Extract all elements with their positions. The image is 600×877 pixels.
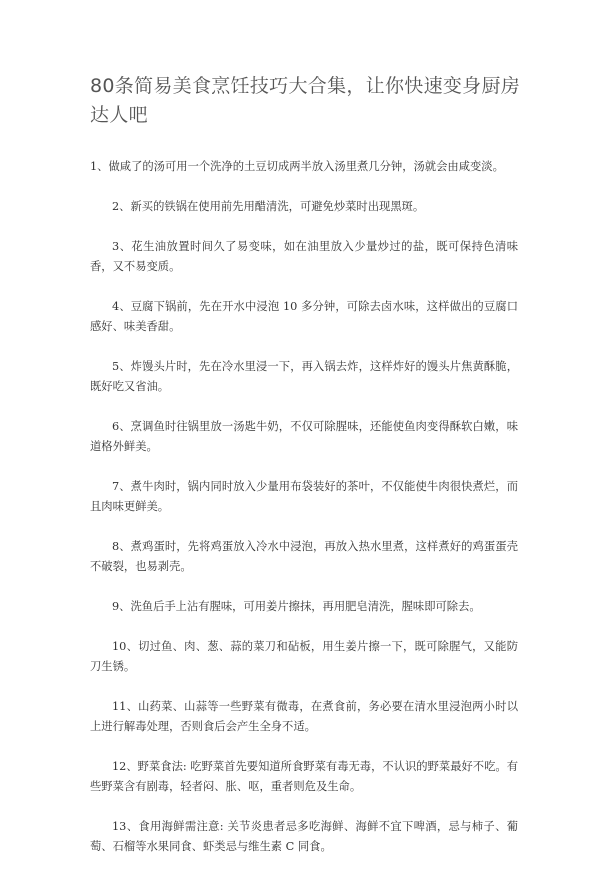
tip-paragraph-12: 12、野菜食法: 吃野菜首先要知道所食野菜有毒无毒，不认识的野菜最好不吃。有些野菜含有剧毒，轻者闷、胀、呕，重者则危及生命。 bbox=[90, 760, 518, 793]
tip-paragraph-9: 9、洗鱼后手上沾有腥味，可用姜片擦抹，再用肥皂清洗，腥味即可除去。 bbox=[112, 600, 481, 613]
document-title: 80条简易美食烹饪技巧大合集，让你快速变身厨房达人吧 bbox=[90, 75, 521, 126]
tip-paragraph-13: 13、食用海鲜需注意: 关节炎患者忌多吃海鲜、海鲜不宜下啤酒，忌与柿子、葡萄、石榴等水果同食、虾类忌与维生素 C 同食。 bbox=[90, 820, 518, 853]
tip-paragraph-8: 8、煮鸡蛋时，先将鸡蛋放入冷水中浸泡，再放入热水里煮，这样煮好的鸡蛋蛋壳不破裂，也易剥壳。 bbox=[90, 540, 518, 573]
tip-paragraph-3: 3、花生油放置时间久了易变味，如在油里放入少量炒过的盐，既可保持色清味香，又不易变质。 bbox=[90, 240, 518, 273]
tip-paragraph-7: 7、煮牛肉时，锅内同时放入少量用布袋装好的茶叶，不仅能使牛肉很快煮烂，而且肉味更鲜美。 bbox=[90, 480, 518, 513]
tip-paragraph-2: 2、新买的铁锅在使用前先用醋清洗，可避免炒菜时出现黑斑。 bbox=[112, 200, 425, 213]
tip-paragraph-11: 11、山药菜、山蒜等一些野菜有微毒，在煮食前，务必要在清水里浸泡两小时以上进行解毒处理，否则食后会产生全身不适。 bbox=[90, 700, 518, 733]
tip-paragraph-1: 1、做咸了的汤可用一个洗净的土豆切成两半放入汤里煮几分钟，汤就会由咸变淡。 bbox=[90, 160, 504, 173]
tips-list bbox=[90, 157, 518, 877]
tip-paragraph-4: 4、豆腐下锅前，先在开水中浸泡 10 多分钟，可除去卤水味，这样做出的豆腐口感好、味美香甜。 bbox=[90, 300, 518, 333]
tip-paragraph-5: 5、炸馒头片时，先在冷水里浸一下，再入锅去炸，这样炸好的馒头片焦黄酥脆，既好吃又省油。 bbox=[90, 360, 518, 393]
tip-paragraph-10: 10、切过鱼、肉、葱、蒜的菜刀和砧板，用生姜片擦一下，既可除腥气，又能防刀生锈。 bbox=[90, 640, 518, 673]
tip-paragraph-6: 6、烹调鱼时往锅里放一汤匙牛奶，不仅可除腥味，还能使鱼肉变得酥软白嫩，味道格外鲜美。 bbox=[90, 420, 518, 453]
